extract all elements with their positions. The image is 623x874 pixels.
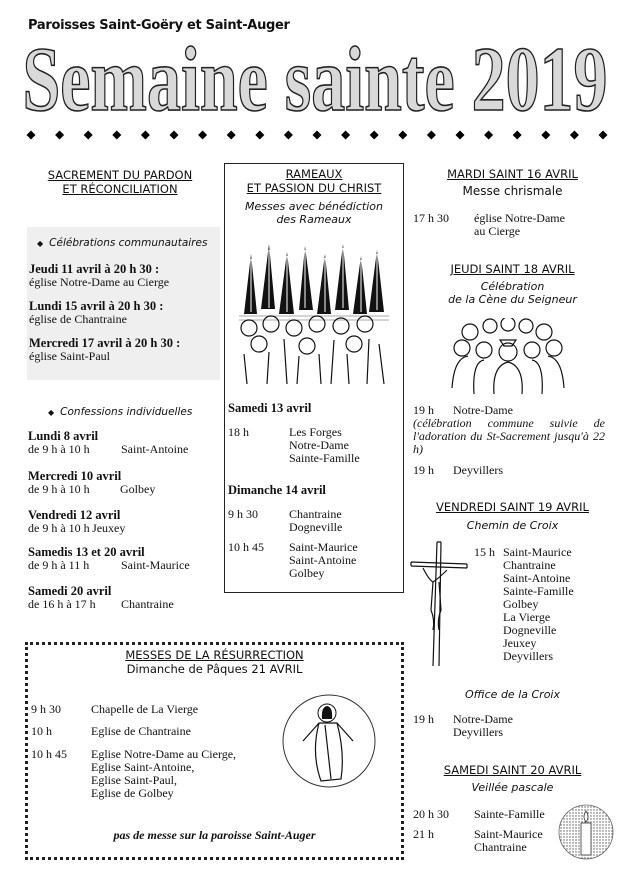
communal-place: église Notre-Dame au Cierge <box>29 275 170 289</box>
friday-place: Golbey <box>503 597 539 611</box>
confession-time: de 9 h à 10 h <box>28 442 90 456</box>
individual-label <box>48 406 192 418</box>
paschal-candle-illustration <box>557 803 615 861</box>
palm-title-line2: ET PASSION DU CHRIST <box>246 181 382 195</box>
confession-date: Vendredi 12 avril <box>28 508 121 522</box>
confession-date: Samedis 13 et 20 avril <box>28 545 145 559</box>
palm-place: Dogneville <box>289 520 343 534</box>
communal-label <box>37 237 207 249</box>
easter-note: pas de messe sur la paroisse Saint-Auger <box>113 828 316 842</box>
diamond-icon <box>112 131 121 140</box>
palm-place: Notre-Dame <box>289 438 349 452</box>
pardon-title-line1: SACREMENT DU PARDON <box>47 168 193 182</box>
thursday-subtitle <box>410 280 615 306</box>
saturday-subtitle: Veillée pascale <box>471 781 554 794</box>
communal-place: église de Chantraine <box>29 312 127 326</box>
office-label: Office de la Croix <box>464 688 560 701</box>
tuesday-place: au Cierge <box>474 224 521 238</box>
thursday-time: 19 h <box>413 463 434 477</box>
friday-subtitle: Chemin de Croix <box>466 519 559 532</box>
easter-place: Eglise de Golbey <box>91 786 174 800</box>
palm-places <box>289 426 360 465</box>
confession-item <box>28 585 218 611</box>
thursday-time: 19 h <box>413 403 434 417</box>
diamond-icon <box>27 131 36 140</box>
easter-place: Eglise de Chantraine <box>91 724 191 738</box>
confession-item <box>28 430 218 456</box>
palm-place: Saint-Maurice <box>289 540 358 554</box>
easter-place: Eglise Saint-Antoine, <box>91 760 195 774</box>
title-text: Semaine sainte 2019 <box>22 38 608 123</box>
communal-item <box>29 337 180 363</box>
palm-procession-illustration <box>239 244 389 384</box>
saturday-heading: SAMEDI SAINT 20 AVRIL <box>443 763 582 777</box>
friday-time: 15 h <box>474 545 495 559</box>
friday-heading: VENDREDI SAINT 19 AVRIL <box>436 500 589 514</box>
easter-place: Eglise Notre-Dame au Cierge, <box>91 747 237 761</box>
palm-time: 9 h 30 <box>228 507 258 521</box>
diamond-icon <box>227 131 236 140</box>
saturday-time: 21 h <box>413 827 434 841</box>
diamond-icon <box>341 131 350 140</box>
risen-christ-illustration <box>281 693 377 789</box>
communal-date: Lundi 15 avril à 20 h 30 : <box>29 299 164 313</box>
friday-place: La Vierge <box>503 610 551 624</box>
thursday-note: (célébration commune suivie de l'adoration du St-Sacrement jusqu'à 22 h) <box>413 416 605 456</box>
saturday-place: Chantraine <box>474 840 527 854</box>
saturday-time: 20 h 30 <box>413 807 449 821</box>
palm-subtitle-line2: des Rameaux <box>276 213 352 226</box>
saturday-places <box>474 828 543 854</box>
diamond-icon <box>84 131 93 140</box>
friday-places <box>503 546 574 663</box>
friday-place: Saint-Maurice <box>503 545 572 559</box>
thursday-place: Deyvillers <box>453 463 503 477</box>
easter-time: 10 h 45 <box>31 747 67 761</box>
palm-subtitle-line1: Messes avec bénédiction <box>245 200 383 213</box>
easter-subtitle: Dimanche de Pâques 21 AVRIL <box>126 662 303 676</box>
easter-title: MESSES DE LA RÉSURRECTION <box>125 648 304 662</box>
diamond-icon <box>398 131 407 140</box>
communal-item <box>29 300 163 326</box>
communal-date: Jeudi 11 avril à 20 h 30 : <box>29 262 160 276</box>
tuesday-subtitle: Messe chrismale <box>462 184 563 198</box>
communal-item <box>29 263 169 289</box>
diamond-icon <box>313 131 322 140</box>
tuesday-time: 17 h 30 <box>413 211 449 225</box>
diamond-bullet-icon: ◆ <box>37 239 44 248</box>
palm-time: 18 h <box>228 425 249 439</box>
diamond-icon <box>55 131 64 140</box>
communal-date: Mercredi 17 avril à 20 h 30 : <box>29 336 181 350</box>
page-title <box>20 38 610 123</box>
confession-date: Lundi 8 avril <box>28 429 99 443</box>
confession-item <box>28 546 218 572</box>
diamond-icon <box>198 131 207 140</box>
palm-time: 10 h 45 <box>228 540 264 554</box>
easter-masses-box <box>25 642 404 860</box>
friday-place: Sainte-Famille <box>503 584 574 598</box>
thursday-subtitle-line2: de la Cène du Seigneur <box>448 293 577 306</box>
diamond-icon <box>456 131 465 140</box>
easter-place: Chapelle de La Vierge <box>91 702 199 716</box>
confession-date: Mercredi 10 avril <box>28 469 122 483</box>
easter-places <box>91 748 236 800</box>
palm-place: Golbey <box>289 566 325 580</box>
diamond-icon <box>513 131 522 140</box>
pardon-title-line2: ET RÉCONCILIATION <box>62 182 178 196</box>
thursday-place: Notre-Dame <box>453 403 513 417</box>
confession-time: de 9 h à 11 h <box>28 558 90 572</box>
friday-place: Jeuxey <box>503 636 537 650</box>
friday-place: Chantraine <box>503 558 556 572</box>
crucifix-illustration <box>409 540 469 668</box>
diamond-icon <box>484 131 493 140</box>
tuesday-places <box>474 212 565 238</box>
palm-place: Chantraine <box>289 507 342 521</box>
palm-day: Dimanche 14 avril <box>228 483 326 497</box>
confession-item <box>28 509 218 535</box>
easter-time: 9 h 30 <box>31 702 61 716</box>
diamond-icon <box>541 131 550 140</box>
palm-sunday-box <box>224 163 404 593</box>
diamond-bullet-icon: ◆ <box>48 408 55 417</box>
thursday-subtitle-line1: Célébration <box>480 280 545 293</box>
palm-place: Sainte-Famille <box>289 451 360 465</box>
palm-day: Samedi 13 avril <box>228 401 312 415</box>
individual-label-text: Confessions individuelles <box>60 406 193 418</box>
saturday-place: Saint-Maurice <box>474 827 543 841</box>
confession-time: de 9 h à 10 h <box>28 521 90 535</box>
confession-item <box>28 470 218 496</box>
palm-places <box>289 541 358 580</box>
office-places <box>453 713 513 739</box>
friday-place: Saint-Antoine <box>503 571 571 585</box>
thursday-heading: JEUDI SAINT 18 AVRIL <box>450 262 575 276</box>
easter-time: 10 h <box>31 724 52 738</box>
saturday-place: Sainte-Famille <box>474 807 545 821</box>
palm-title-line1: RAMEAUX <box>285 167 343 181</box>
communal-place: église Saint-Paul <box>29 349 110 363</box>
easter-place: Eglise Saint-Paul, <box>91 773 177 787</box>
diamond-icon <box>255 131 264 140</box>
confession-date: Samedi 20 avril <box>28 584 112 598</box>
communal-label-text: Célébrations communautaires <box>49 237 208 249</box>
confession-time: de 16 h à 17 h <box>28 597 96 611</box>
tuesday-heading: MARDI SAINT 16 AVRIL <box>447 167 578 181</box>
confession-time: de 9 h à 10 h <box>28 482 90 496</box>
diamond-icon <box>599 131 608 140</box>
friday-place: Deyvillers <box>503 649 553 663</box>
office-time: 19 h <box>413 712 434 726</box>
confession-place: Saint-Maurice <box>121 558 190 572</box>
diamond-icon <box>370 131 379 140</box>
diamond-icon <box>170 131 179 140</box>
palm-place: Saint-Antoine <box>289 553 357 567</box>
pardon-heading <box>30 168 210 196</box>
diamond-icon <box>284 131 293 140</box>
last-supper-illustration <box>448 318 568 396</box>
palm-subtitle <box>225 200 403 226</box>
communal-celebrations-box <box>27 227 220 380</box>
diamond-icon <box>427 131 436 140</box>
parish-name: Paroisses Saint-Goëry et Saint-Auger <box>28 18 290 33</box>
palm-places <box>289 508 342 534</box>
confession-place: Chantraine <box>121 597 174 611</box>
office-place: Deyvillers <box>453 725 503 739</box>
tuesday-place: église Notre-Dame <box>474 211 565 225</box>
office-place: Notre-Dame <box>453 712 513 726</box>
confession-place: Jeuxey <box>92 521 126 535</box>
palm-place: Les Forges <box>289 425 342 439</box>
confession-place: Golbey <box>120 482 156 496</box>
diamond-icon <box>570 131 579 140</box>
diamond-divider <box>22 128 612 142</box>
diamond-icon <box>141 131 150 140</box>
confession-place: Saint-Antoine <box>121 442 189 456</box>
palm-sunday-heading <box>225 167 403 195</box>
friday-place: Dogneville <box>503 623 557 637</box>
